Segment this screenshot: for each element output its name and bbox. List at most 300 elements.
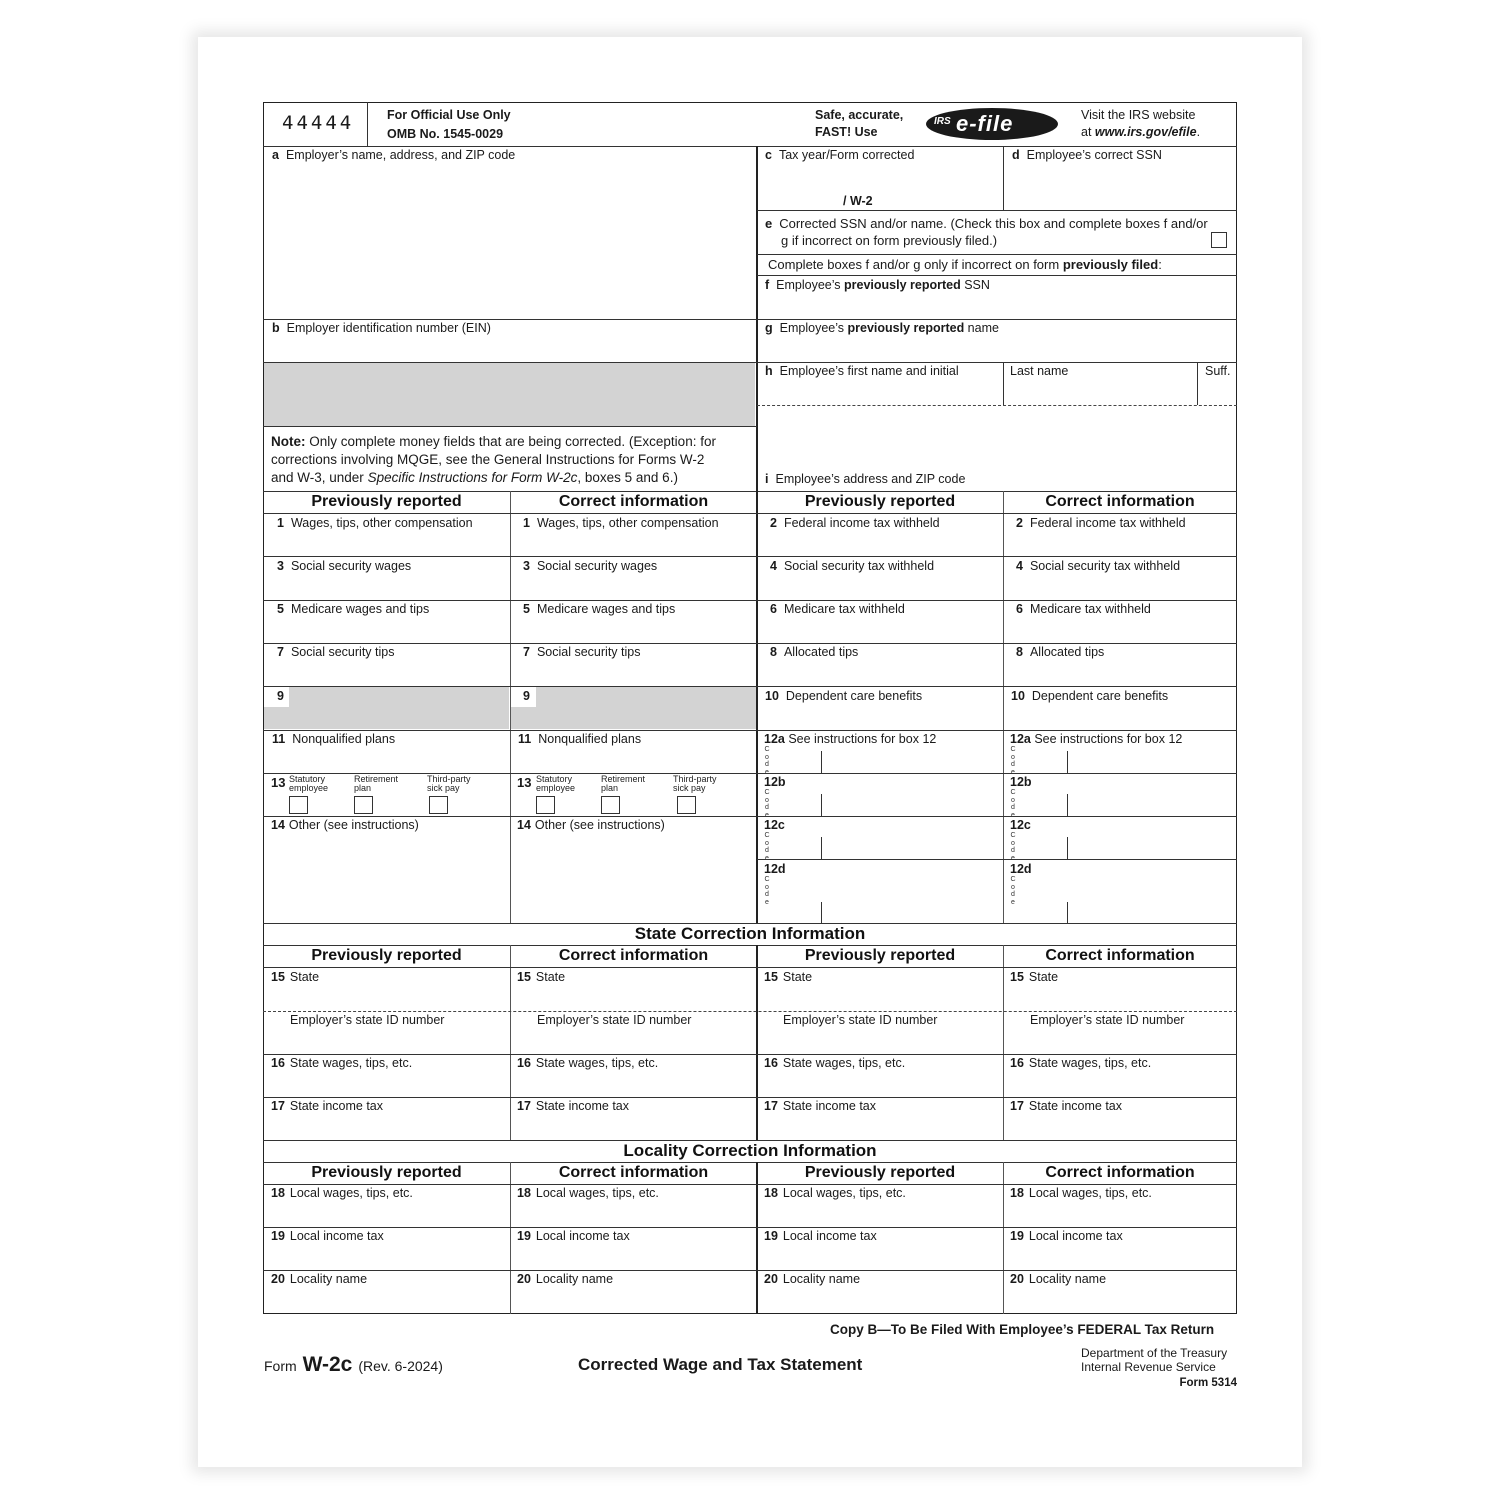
efile-promo-line2: FAST! Use: [815, 125, 878, 139]
box-text: Locality name: [782, 1272, 861, 1286]
box-text: Local income tax: [289, 1229, 384, 1243]
code-label: C o d e: [764, 746, 770, 776]
box-15-label: [517, 970, 565, 984]
box-number: 7: [523, 645, 530, 659]
column-header-correct-information: Correct information: [1045, 1164, 1195, 1181]
code-label: C o d e: [1010, 746, 1016, 776]
code-label: C o d e: [764, 789, 770, 819]
code-label: C o d e: [764, 876, 770, 906]
divider: [263, 730, 1237, 731]
box-18-label: [764, 1186, 906, 1200]
box-text: Medicare tax withheld: [783, 602, 905, 616]
box-16-label: [517, 1056, 658, 1070]
box-12a-prev-label: [764, 732, 936, 746]
box-text: Local wages, tips, etc.: [1028, 1186, 1152, 1200]
note-bold: Note:: [271, 434, 306, 449]
column-header-previously-reported: Previously reported: [804, 493, 956, 510]
box-19-label: [764, 1229, 877, 1243]
box-20-label: [764, 1272, 860, 1286]
box-9-correct-number: 9: [523, 689, 530, 703]
box-text: Allocated tips: [783, 645, 859, 659]
form-title: Corrected Wage and Tax Statement: [578, 1355, 863, 1374]
box-g-bold: previously reported: [847, 321, 965, 335]
box-13-number: 13: [517, 775, 532, 790]
form-name: W-2c: [302, 1353, 353, 1376]
box-text: Dependent care benefits: [1031, 689, 1169, 703]
box-text: Locality name: [1028, 1272, 1107, 1286]
third-party-sick-pay-checkbox[interactable]: [677, 796, 696, 814]
box-15-label: [1010, 970, 1058, 984]
divider: [757, 275, 1237, 276]
box-number: 1: [277, 516, 284, 530]
statutory-employee-label: Statutory employee: [536, 774, 576, 793]
divider: [263, 773, 1237, 774]
code-divider: [1067, 751, 1068, 773]
box-16-label: [1010, 1056, 1151, 1070]
efile-url-link[interactable]: www.irs.gov/efile: [1094, 125, 1197, 139]
box-number: 16: [271, 1056, 285, 1070]
box-c-label: [765, 148, 914, 162]
code-divider: [1067, 902, 1068, 923]
box-h-letter: h: [765, 364, 773, 378]
box-g-label: [765, 321, 999, 335]
box-b-input[interactable]: [265, 338, 753, 360]
box-i-text: Employee’s address and ZIP code: [775, 472, 966, 486]
box-g-prefix: Employee’s: [779, 321, 848, 335]
box-number: 15: [271, 970, 285, 984]
box-text: State wages, tips, etc.: [535, 1056, 659, 1070]
column-header-correct-information: Correct information: [558, 493, 709, 510]
box-text: Social security tips: [290, 645, 395, 659]
first-name-input[interactable]: [760, 380, 1000, 402]
box-5-correct-label: [523, 602, 675, 616]
box-text: Medicare wages and tips: [536, 602, 676, 616]
box-11-prev-label: [272, 732, 395, 746]
box-text: Social security tax withheld: [783, 559, 935, 573]
locality-section-title: Locality Correction Information: [623, 1141, 877, 1160]
retirement-plan-label: Retirement plan: [601, 774, 646, 793]
box-12c-correct-label: 12c: [1010, 818, 1031, 832]
form-revision: (Rev. 6-2024): [358, 1358, 443, 1374]
divider: [756, 945, 758, 1140]
efile-promo-line1: Safe, accurate,: [815, 108, 904, 122]
code-label: C o d e: [1010, 832, 1016, 862]
box-number: 10: [765, 689, 779, 703]
box-16-label: [764, 1056, 905, 1070]
box-number: 14: [271, 818, 285, 832]
box-number: 18: [1010, 1186, 1024, 1200]
column-header-correct-information: Correct information: [558, 947, 709, 964]
visit-prefix: at: [1081, 125, 1095, 139]
box-a-label: [272, 148, 515, 162]
box-f-input[interactable]: [760, 294, 1234, 316]
box-text: Other (see instructions): [288, 818, 419, 832]
box-c-form-value: / W-2: [843, 194, 873, 208]
box-12d-prev-label: 12d: [764, 862, 786, 876]
box-text: State income tax: [1028, 1099, 1123, 1113]
box-17-label: [764, 1099, 876, 1113]
box-number: 3: [523, 559, 530, 573]
box-number: 4: [1016, 559, 1023, 573]
box-text: Social security wages: [290, 559, 412, 573]
box-14-correct-label: [517, 818, 665, 832]
box-6-prev-label: [770, 602, 905, 616]
form-identifier: [264, 1352, 443, 1379]
box-10-correct-label: [1011, 689, 1168, 703]
fg-instruction: [768, 258, 1162, 272]
column-header-previously-reported: Previously reported: [311, 947, 462, 964]
box-b-text: Employer identification number (EIN): [286, 321, 491, 335]
code-label: C o d e: [1010, 789, 1016, 819]
efile-logo-text: e-file: [956, 111, 1014, 136]
box-19-label: [517, 1229, 630, 1243]
form-code: 44444: [282, 112, 355, 134]
box-g-letter: g: [765, 321, 773, 335]
box-number: 20: [764, 1272, 778, 1286]
column-header-previously-reported: Previously reported: [804, 947, 956, 964]
box-6-correct-label: [1016, 602, 1151, 616]
code-divider: [1067, 837, 1068, 859]
box-f-label: [765, 278, 990, 292]
code-label: C o d e: [764, 832, 770, 862]
box-20-label: [271, 1272, 367, 1286]
box-text: Locality name: [289, 1272, 368, 1286]
note-line3-prefix: and W-3, under: [271, 470, 368, 485]
statutory-employee-checkbox[interactable]: [536, 796, 555, 814]
divider: [757, 362, 1237, 363]
box-i-label: [765, 472, 965, 486]
divider: [263, 146, 1237, 147]
box-2-correct-label: [1016, 516, 1186, 530]
dashed-divider: [263, 1011, 1237, 1012]
box-b-letter: b: [272, 321, 280, 335]
suffix-input[interactable]: [1200, 380, 1234, 402]
box-a-input[interactable]: [265, 165, 753, 317]
divider: [263, 816, 1237, 817]
box-number: 17: [764, 1099, 778, 1113]
box-f-suffix: SSN: [960, 278, 990, 292]
box-number: 17: [1010, 1099, 1024, 1113]
statutory-employee-checkbox[interactable]: [289, 796, 308, 814]
fg-bold: previously filed: [1062, 257, 1159, 272]
department-line1: Department of the Treasury: [1081, 1346, 1228, 1360]
box-1-prev-label: [277, 516, 473, 530]
box-d-text: Employee’s correct SSN: [1026, 148, 1162, 162]
box-number: 1: [523, 516, 530, 530]
efile-logo: [926, 108, 1058, 140]
form-number: Form 5314: [1179, 1377, 1237, 1389]
box-b-label: [272, 321, 491, 335]
code-divider: [1067, 794, 1068, 816]
box-18-label: [1010, 1186, 1152, 1200]
box-19-label: [1010, 1229, 1123, 1243]
box-text: Local wages, tips, etc.: [289, 1186, 413, 1200]
box-number: 7: [277, 645, 284, 659]
box-text: Local income tax: [782, 1229, 877, 1243]
visit-line1: Visit the IRS website: [1081, 108, 1196, 122]
box-number: 15: [517, 970, 531, 984]
third-party-sick-pay-label: Third-party sick pay: [673, 774, 717, 793]
box-17-label: [271, 1099, 383, 1113]
box-a-text: Employer’s name, address, and ZIP code: [285, 148, 516, 162]
box-number: 2: [770, 516, 777, 530]
box-e-label: [765, 216, 1208, 249]
box-text: State: [782, 970, 813, 984]
box-number: 18: [517, 1186, 531, 1200]
box-text: State income tax: [535, 1099, 630, 1113]
box-number: 20: [271, 1272, 285, 1286]
note-line3-suffix: , boxes 5 and 6.): [577, 470, 678, 485]
box-text: Medicare wages and tips: [290, 602, 430, 616]
box-number: 19: [517, 1229, 531, 1243]
box-number: 17: [271, 1099, 285, 1113]
box-text: Federal income tax withheld: [1029, 516, 1186, 530]
box-9-shaded: [264, 687, 509, 729]
box-text: See instructions for box 12: [788, 732, 937, 746]
box-text: Federal income tax withheld: [783, 516, 940, 530]
box-number: 15: [1010, 970, 1024, 984]
box-text: State wages, tips, etc.: [1028, 1056, 1152, 1070]
retirement-plan-checkbox[interactable]: [601, 796, 620, 814]
box-number: 4: [770, 559, 777, 573]
box-18-label: [271, 1186, 413, 1200]
box-text: Nonqualified plans: [538, 732, 642, 746]
state-section-title: State Correction Information: [634, 924, 866, 943]
box-11-correct-label: [518, 732, 641, 746]
box-text: Local income tax: [535, 1229, 630, 1243]
box-text: Allocated tips: [1029, 645, 1105, 659]
box-number: 5: [523, 602, 530, 616]
box-8-correct-label: [1016, 645, 1104, 659]
divider: [263, 600, 1237, 601]
box-text: Social security wages: [536, 559, 658, 573]
box-number: 16: [764, 1056, 778, 1070]
box-number: 5: [277, 602, 284, 616]
box-number: 6: [1016, 602, 1023, 616]
box-17-label: [1010, 1099, 1122, 1113]
divider: [263, 967, 1237, 968]
code-label: C o d e: [1010, 876, 1016, 906]
box-20-label: [517, 1272, 613, 1286]
box-number: 3: [277, 559, 284, 573]
box-number: 2: [1016, 516, 1023, 530]
divider: [263, 1054, 1237, 1055]
note-line2: corrections involving MQGE, see the General Instructions for Forms W-2: [271, 452, 705, 467]
divider: [1003, 146, 1004, 210]
box-number: 19: [271, 1229, 285, 1243]
box-i-input[interactable]: [760, 408, 1234, 470]
box-4-correct-label: [1016, 559, 1180, 573]
box-c-letter: c: [765, 148, 772, 162]
box-g-input[interactable]: [760, 338, 1234, 360]
box-3-prev-label: [277, 559, 411, 573]
box-d-letter: d: [1012, 148, 1020, 162]
box-number: 11: [272, 732, 286, 746]
box-12b-correct-label: 12b: [1010, 775, 1032, 789]
box-c-text: Tax year/Form corrected: [778, 148, 915, 162]
box-10-prev-label: [765, 689, 922, 703]
efile-logo-irs: IRS: [934, 116, 951, 127]
column-header-correct-information: Correct information: [1045, 493, 1195, 510]
box-number: 16: [517, 1056, 531, 1070]
box-7-prev-label: [277, 645, 394, 659]
box-text: Dependent care benefits: [785, 689, 923, 703]
box-12a-correct-label: [1010, 732, 1182, 746]
tax-year-input[interactable]: [760, 165, 840, 205]
box-text: Wages, tips, other compensation: [290, 516, 473, 530]
box-h-last-label: Last name: [1010, 364, 1069, 378]
box-text: State: [1028, 970, 1059, 984]
box-text: Local wages, tips, etc.: [535, 1186, 659, 1200]
divider: [757, 859, 1237, 860]
box-f-prefix: Employee’s: [776, 278, 845, 292]
column-header-previously-reported: Previously reported: [311, 493, 462, 510]
divider: [757, 210, 1237, 211]
box-1-correct-label: [523, 516, 719, 530]
statutory-employee-label: Statutory employee: [289, 774, 329, 793]
box-number: 10: [1011, 689, 1025, 703]
note-text: [271, 433, 716, 487]
box-5-prev-label: [277, 602, 429, 616]
form-word: Form: [264, 1358, 297, 1374]
note-line3-italic: Specific Instructions for Form W-2c: [367, 470, 578, 485]
box-number: 19: [1010, 1229, 1024, 1243]
box-e-letter: e: [765, 216, 773, 231]
divider: [757, 254, 1237, 255]
dashed-divider: [757, 405, 1237, 406]
code-divider: [821, 751, 822, 773]
box-number: 16: [1010, 1056, 1024, 1070]
box-14-prev-label: [271, 818, 419, 832]
retirement-plan-label: Retirement plan: [354, 774, 399, 793]
divider: [757, 319, 1237, 320]
box-13-number: 13: [271, 775, 286, 790]
box-a-letter: a: [272, 148, 279, 162]
box-8-prev-label: [770, 645, 858, 659]
divider: [1197, 362, 1198, 405]
box-number: 15: [764, 970, 778, 984]
third-party-sick-pay-checkbox[interactable]: [429, 796, 448, 814]
box-15-label: [271, 970, 319, 984]
omb-number: OMB No. 1545-0029: [387, 127, 504, 141]
box-number: 18: [764, 1186, 778, 1200]
box-16-label: [271, 1056, 412, 1070]
box-number: 6: [770, 602, 777, 616]
box-f-bold: previously reported: [844, 278, 961, 292]
employer-state-id-label: Employer’s state ID number: [783, 1013, 938, 1027]
code-divider: [821, 902, 822, 923]
divider: [263, 426, 757, 427]
box-number: 14: [517, 818, 531, 832]
box-h-first-label: [765, 364, 959, 378]
box-g-suffix: name: [964, 321, 999, 335]
box-e-checkbox[interactable]: [1211, 232, 1227, 248]
divider: [1003, 945, 1004, 1140]
code-divider: [821, 837, 822, 859]
divider: [510, 945, 511, 1140]
box-text: See instructions for box 12: [1034, 732, 1183, 746]
divider: [263, 513, 1237, 514]
box-text: Social security tax withheld: [1029, 559, 1181, 573]
box-number: 18: [271, 1186, 285, 1200]
box-number: 19: [764, 1229, 778, 1243]
box-15-label: [764, 970, 812, 984]
box-text: State wages, tips, etc.: [782, 1056, 906, 1070]
column-header-previously-reported: Previously reported: [311, 1164, 462, 1181]
box-text: Wages, tips, other compensation: [536, 516, 719, 530]
fg-prefix: Complete boxes f and/or g only if incorrect on form: [768, 257, 1063, 272]
box-text: Social security tips: [536, 645, 641, 659]
note-line1: Only complete money fields that are being corrected. (Exception: for: [305, 434, 716, 449]
box-number: 8: [1016, 645, 1023, 659]
divider: [1003, 362, 1004, 405]
box-text: State: [289, 970, 320, 984]
column-header-correct-information: Correct information: [558, 1164, 709, 1181]
box-number: 20: [1010, 1272, 1024, 1286]
box-text: Local wages, tips, etc.: [782, 1186, 906, 1200]
box-text: State income tax: [782, 1099, 877, 1113]
divider: [263, 1184, 1237, 1185]
box-h-first-text: Employee’s first name and initial: [779, 364, 959, 378]
divider: [263, 1097, 1237, 1098]
box-number: 17: [517, 1099, 531, 1113]
copy-designation: Copy B—To Be Filed With Employee’s FEDERAL Tax Return: [830, 1322, 1215, 1337]
box-d-input[interactable]: [1006, 165, 1234, 207]
box-text: State wages, tips, etc.: [289, 1056, 413, 1070]
employer-state-id-label: Employer’s state ID number: [1030, 1013, 1185, 1027]
box-18-label: [517, 1186, 659, 1200]
department-line2: Internal Revenue Service: [1081, 1360, 1216, 1374]
divider: [367, 102, 368, 147]
divider: [263, 643, 1237, 644]
box-4-prev-label: [770, 559, 934, 573]
box-20-label: [1010, 1272, 1106, 1286]
box-9-prev-number: 9: [277, 689, 284, 703]
box-h-suffix-label: Suff.: [1205, 364, 1231, 378]
retirement-plan-checkbox[interactable]: [354, 796, 373, 814]
employer-state-id-label: Employer’s state ID number: [537, 1013, 692, 1027]
box-d-label: [1012, 148, 1162, 162]
box-12d-correct-label: 12d: [1010, 862, 1032, 876]
box-text: Nonqualified plans: [292, 732, 396, 746]
box-17-label: [517, 1099, 629, 1113]
box-text: Medicare tax withheld: [1029, 602, 1151, 616]
box-7-correct-label: [523, 645, 640, 659]
box-number: 8: [770, 645, 777, 659]
shaded-area: [264, 363, 755, 426]
divider: [263, 556, 1237, 557]
column-header-previously-reported: Previously reported: [804, 1164, 956, 1181]
box-19-label: [271, 1229, 384, 1243]
box-number: 12a: [1010, 732, 1031, 746]
box-e-line2: g if incorrect on form previously filed.): [781, 232, 998, 248]
visit-line2: [1081, 125, 1200, 139]
divider: [263, 1270, 1237, 1271]
box-12c-prev-label: 12c: [764, 818, 785, 832]
box-text: Local income tax: [1028, 1229, 1123, 1243]
box-12b-prev-label: 12b: [764, 775, 786, 789]
box-text: Other (see instructions): [534, 818, 665, 832]
last-name-input[interactable]: [1006, 380, 1194, 402]
box-text: State: [535, 970, 566, 984]
divider: [263, 1227, 1237, 1228]
box-i-letter: i: [765, 472, 769, 486]
box-text: Locality name: [535, 1272, 614, 1286]
third-party-sick-pay-label: Third-party sick pay: [427, 774, 471, 793]
box-number: 11: [518, 732, 532, 746]
box-9-shaded: [511, 687, 756, 729]
official-use-label: For Official Use Only: [387, 108, 511, 122]
